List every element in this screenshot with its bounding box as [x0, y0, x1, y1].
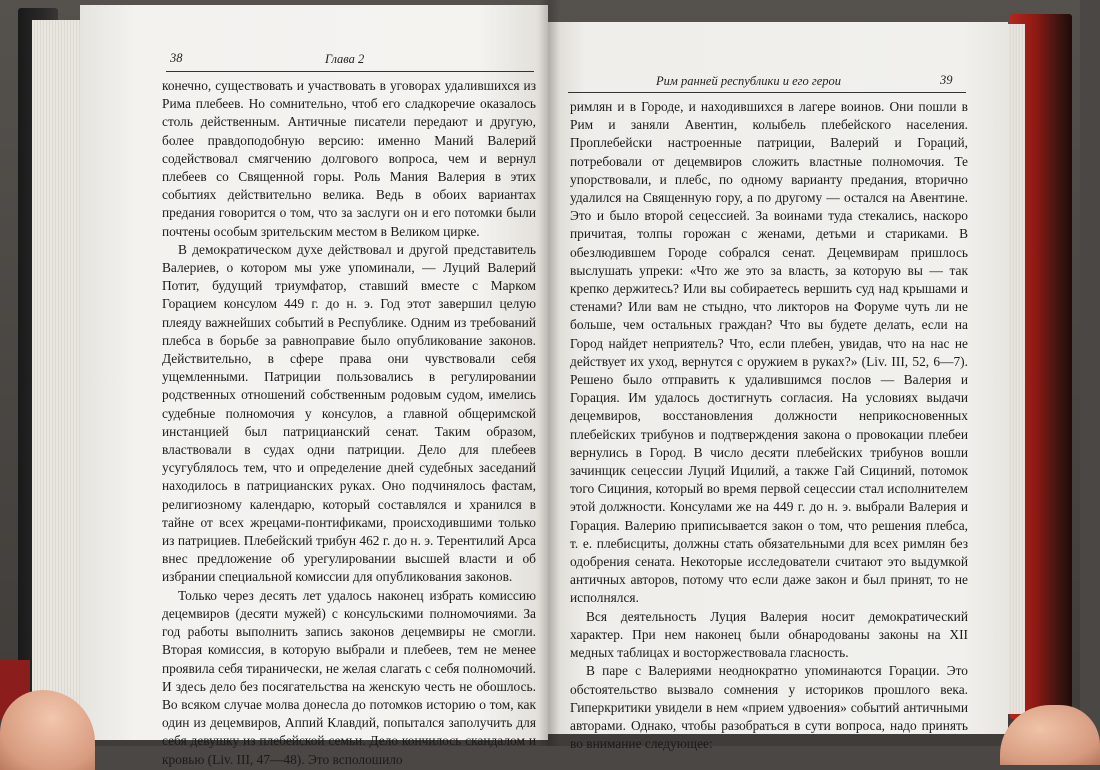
left-running-head: Глава 2 — [325, 52, 365, 66]
right-header-rule — [568, 92, 966, 93]
left-paragraph-1: конечно, существовать и участвовать в уговорах удалившихся из Рима плебеев. Но сомнительно, чтоб его сладкоречие оказалось столь действенным. Античные писатели передают и другую, более правдоподобную версию: именно Маний Валерий содействовал смягчению долгового вопроса, чем и вернул плебеев со Священной горы. Роль Мания Валерия в этих событиях действительно велика. Ведь в обоих вариантах предания говорится о том, что за заслуги он и его потомки были почтены особым зрительским местом в Великом цирке. — [162, 78, 536, 239]
right-paragraph-2: Вся деятельность Луция Валерия носит демократический характер. При нем наконец были обнародованы законы на XII медных таблицах и восторжествовала гласность. — [570, 608, 968, 661]
right-paragraph-1: римлян и в Городе, и находившихся в лагере воинов. Они пошли в Рим и заняли Авентин, колыбель плебейского населения. Проплебейски настроенные патриции, Валерий и Гораций, потребовали от децемвиров сложить властные полномочия. Те упорствовали, и плебс, по одному варианту предания, вторично удалился на Священную гору, а по другому — остался на Авентине. Это и было второй сецессией. За воинами туда стекались, наскоро причитая, толпы горожан с женами, детьми и стариками. В обезлюдившем Городе собрался сенат. Децемвирам пришлось выслушать упреки: «Что же это за власть, за которую вы — так крепко держитесь? Или вы собираетесь вершить суд над крышами и стенами? Или вам не стыдно, что ликторов на Форуме чуть ли не больше, чем остальных граждан? Что вы будете делать, если на Город найдет неприятель? Что, если плебен, увидав, что на нас не действует их уход, вернутся с оружием в руках?» (Liv. III, 52, 6—7). Решено было отправить к удалившимся послов — Валерия и Горация. Им удалось достигнуть согласия. На условиях выдачи децемвиров, восстановления должности неприкосновенных плебейских трибунов и подтверждения закона о провокации плебеи вернулись в Город. В число десяти плебейских трибунов вошли зачинщик сецессии Луций Ицилий, а также Гай Сициний, потомок того Сициния, который во время первой сецессии стал исполнителем этой должности. Консулами же на 449 г. до н. э. выбрали Валерия и Горация. Валерию приписывается закон о том, что решения плебса, т. е. плебисциты, должны стать обязательными для всех римлян без одобрения сената. Некоторые исследователи считают это выдумкой античных авторов, потому что если даже закон и был принят, то не исполнялся. — [570, 99, 968, 606]
left-paragraph-3: Только через десять лет удалось наконец избрать комиссию децемвиров (десяти мужей) с консульскими полномочиями. За год работы выполнить запись законов децемвиры не смогли. Вторая комиссия, в которую выбрали и плебеев, тем не менее проявила себя тиранически, не желая слагать с себя полномочий. И здесь дело без посягательства на женскую честь не обошлось. Во всяком случае молва донесла до потомков историю о том, как один из децемвиров, Аппий Клавдий, попытался заполучить для себя девушку из плебейской семьи. Дело кончилось скандалом и кровью (Liv. III, 47—48). Это всполошило — [162, 587, 536, 767]
right-text-block — [570, 98, 968, 753]
left-page-number: 38 — [170, 51, 183, 65]
left-text-block — [162, 77, 536, 769]
left-paragraph-2: В демократическом духе действовал и другой представитель Валериев, о котором мы уже упоминали, — Луций Валерий Потит, будущий триумфатор, ставший вместе с Марком Горацием консулом 449 г. до н. э. Год этот завершил целую плеяду важнейших событий в Республике. Одним из требований плебса в борьбе за равноправие было опубликование законов. Действительно, в сфере права они чувствовали себя ущемленными. Патриции пользовались в регулировании родственных отношений собственным родовым судом, имелись судебные полномочия у консулов, а главной общеримской инстанцией был патрицианский сенат. Таким образом, властвовали в судах одни патриции. Дело для плебеев усугублялось тем, что и определение дней судебных заседаний находилось в патрицианских руках. Оно подчинялось фастам, религиозному календарю, который составлялся и хранился в тайне от всех жрецами-понтификами, происходившими только из патрициев. Плебейский трибун 462 г. до н. э. Терентилий Арса внес предложение об урегулировании высшей власти и об избрании специальной комиссии для опубликования законов. — [162, 241, 536, 585]
left-page — [80, 5, 548, 767]
right-page — [548, 22, 1008, 752]
right-page-number: 39 — [940, 73, 953, 87]
book-gutter-shadow — [538, 0, 560, 746]
left-header-rule — [166, 71, 534, 72]
right-running-head: Рим ранней республики и его герои — [656, 74, 842, 88]
right-paragraph-3: В паре с Валериями неоднократно упоминаются Горации. Это обстоятельство вызвало сомнения у историков прошлого века. Гиперкритики увидели в нем «прием удвоения» событий античными авторами. Однако, чтобы разобраться в сути вопроса, надо принять во внимание следующее: — [570, 663, 968, 752]
